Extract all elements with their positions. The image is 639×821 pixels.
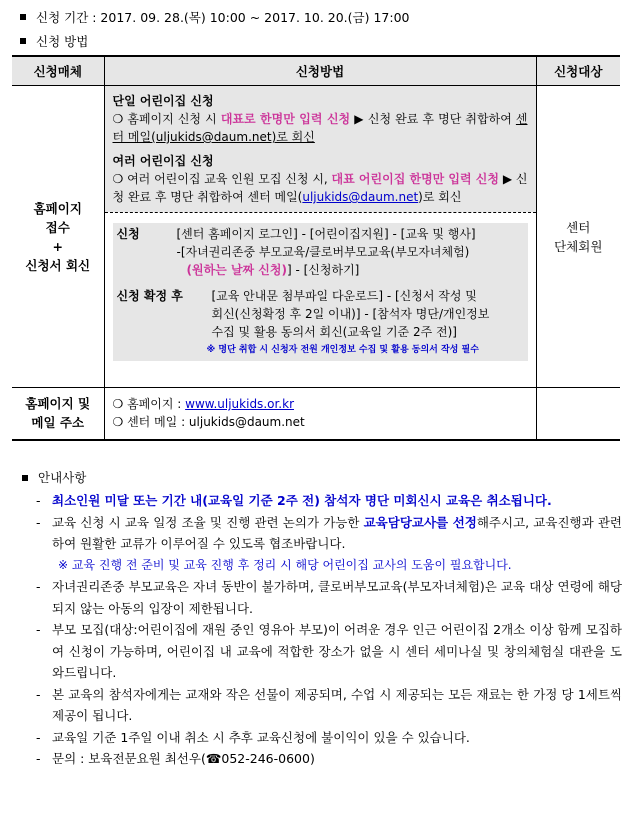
list-item: - 부모 모집(대상:어린이집에 재원 중인 영유아 부모)이 어려운 경우 인근 어린이집 2개소 이상 함께 모집하여 신청이 가능하며, 어린이집 내 교육에 적합한 장소가 없을 시 센터 세미나실 및 창의체험실 대관을 도와드립니다.: [36, 622, 622, 680]
contact-cell: ❍ 홈페이지 : www.uljukids.or.kr ❍ 센터 메일 : uljukids@daum.net: [104, 388, 536, 440]
square-bullet-icon: [20, 14, 26, 20]
list-item: - 본 교육의 참석자에게는 교재와 작은 선물이 제공되며, 수업 시 제공되는 모든 재료는 한 가정 당 1세트씩 제공이 됩니다.: [36, 686, 622, 723]
list-item: - 교육 신청 시 교육 일정 조율 및 진행 관련 논의가 가능한 교육담당교사를 선정해주시고, 교육진행과 관련하여 원활한 교류가 이루어질 수 있도록 협조바랍니다.: [36, 514, 622, 551]
empty-target-cell: [536, 388, 620, 440]
period-line: 신청 기간 : 2017. 09. 28.(목) 10:00 ~ 2017. 10. 20.(금) 17:00: [20, 5, 620, 29]
table-row: [12, 86, 620, 388]
square-bullet-icon: [22, 475, 28, 481]
header-medium: 신청매체: [12, 56, 104, 86]
table-header-row: [12, 56, 620, 86]
medium-homepage-mail: 홈페이지 및 메일 주소: [12, 388, 104, 440]
top-info: [20, 5, 620, 53]
multi-email-link[interactable]: uljukids@daum.net: [302, 190, 419, 204]
list-item: - 자녀권리존중 부모교육은 자녀 동반이 불가하며, 클로버부모교육(부모자녀체험)은 교육 대상 연령에 해당되지 않는 아동의 입장이 제한됩니다.: [36, 579, 622, 616]
header-target: 신청대상: [536, 56, 620, 86]
medium-homepage: 홈페이지 접수 + 신청서 회신: [12, 86, 104, 388]
list-item: - 최소인원 미달 또는 기간 내(교육일 기준 2주 전) 참석자 명단 미회신시 교육은 취소됩니다.: [36, 493, 552, 508]
square-bullet-icon: [20, 38, 26, 44]
single-email-text: 센터 메일(uljukids@daum.net)로 회신: [112, 112, 528, 144]
notice-section: 안내사항 - 최소인원 미달 또는 기간 내(교육일 기준 2주 전) 참석자 명단 미회신시 교육은 취소됩니다. - 교육 신청 시 교육 일정 조율 및 진행 관련 논의가 가능한 교육담당교사를 선정해주시고, 교육진행과 관련하여 원활한 교류가 이루어질 수 있도록 협조바랍니다. ※ 교육 진행 전 준비 및 교육 진행 후 정리 시 해당 어린이집 교사의 도움이 필요합니다. - 자녀권리존중 부모교육은 자녀 동반이 불가하며, 클로버부모교육(부모자녀체험)은 교육 대상 연령에 해당되지 않는 아동의 입장이 제한됩니다. - 부모 모집(대상:어린이집에 재원 중인 영유아 부모)이 어려운 경우 인근 어린이집 2개소 이상 함께 모집하여 신청이 가능하며, 어린이집 내 교육에 적합한 장소가 없을 시 센터 세미나실 및 창의체험실 대관을 도와드립니다. - 본 교육의 참석자에게는 교재와 작은 선물이 제공되며, 수업 시 제공되는 모든 재료는 한 가정 당 1세트씩 제공이 됩니다. - 교육일 기준 1주일 이내 취소 시 추후 교육신청에 불이익이 있을 수 있습니다. - 문의 : 보육전문요원 최선우(☎052-246-0600): [30, 466, 622, 770]
apply-steps: 신청 [센터 홈페이지 로그인] - [어린이집지원] - [교육 및 행사] -[자녀권리존중 부모교육/클로버부모교육(부모자녀체험) (원하는 날짜 신청)] - [신청하기] 신청 확정 후 [교육 안내문 첨부파일 다운로드] - [신청서 작성 및 회신(신청확정 후 2일 이내)] - [참석자 명단/개인정보 수집 및 활용 동의서 회신(교육일 기준 2주 전)] ※ 명단 취합 시 신청자 전원 개인정보 수집 및 활용 동의서 작성 필수: [105, 213, 536, 367]
teacher-note: ※ 교육 진행 전 준비 및 교육 진행 후 정리 시 해당 어린이집 교사의 도움이 필요합니다.: [58, 557, 512, 572]
homepage-link[interactable]: www.uljukids.or.kr: [185, 397, 294, 412]
single-center-box: 단일 어린이집 신청 ❍ 홈페이지 신청 시 대표로 한명만 입력 신청 ▶ 신청 완료 후 명단 취합하여 센터 메일(uljukids@daum.net)로 회신 여러 어린이집 신청 ❍ 여러 어린이집 교육 인원 모집 신청 시, 대표 어린이집 한명만 입력 신청 ▶ 신청 완료 후 명단 취합하여 센터 메일(uljukids@daum.net)로 회신: [105, 86, 536, 212]
header-method: 신청방법: [104, 56, 536, 86]
list-item: - 문의 : 보육전문요원 최선우(☎052-246-0600): [36, 751, 315, 766]
target-cell: 센터 단체회원: [536, 86, 620, 388]
method-line: 신청 방법: [20, 29, 620, 53]
application-table: [12, 55, 620, 441]
table-row: [12, 388, 620, 440]
list-item: - 교육일 기준 1주일 이내 취소 시 추후 교육신청에 불이익이 있을 수 있습니다.: [36, 729, 470, 745]
method-cell: [104, 86, 536, 388]
